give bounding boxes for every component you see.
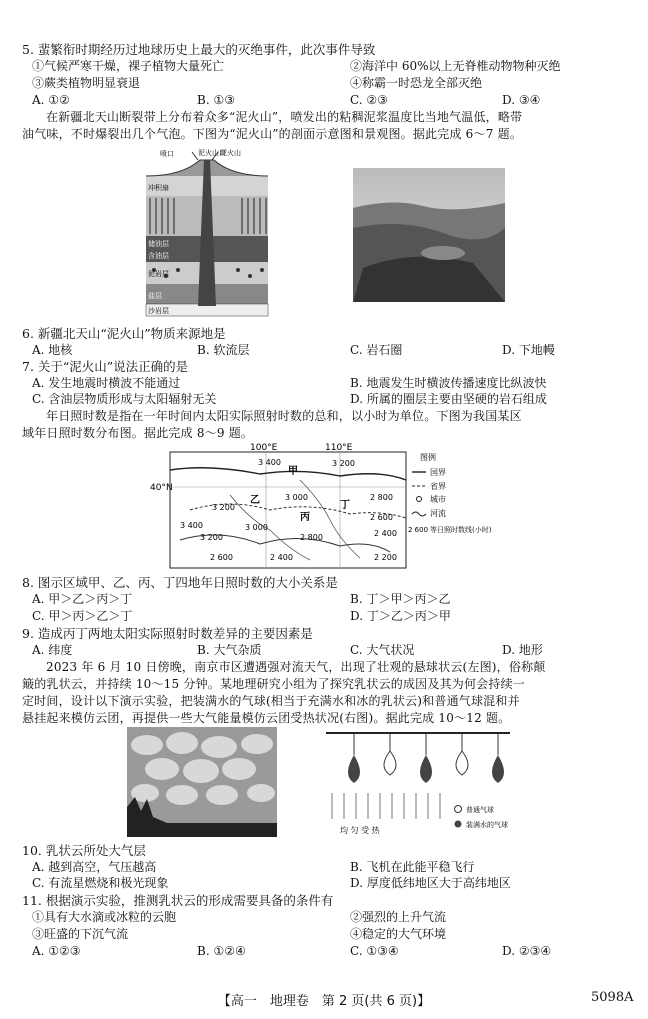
q11-D: D. ②③④ xyxy=(502,944,552,958)
map-lon-110: 110°E xyxy=(325,443,353,453)
q9-C: C. 大气状况 xyxy=(350,643,415,657)
mud-label-7: 盐层 xyxy=(148,292,162,300)
map-place-ding: 丁 xyxy=(340,500,350,511)
mud-volcano-section-figure xyxy=(142,146,272,318)
mud-label-4: 储油层 xyxy=(148,240,169,248)
mud-label-3: 泥火山 xyxy=(220,149,241,157)
map-val-7: 3 000 xyxy=(245,523,268,532)
map-contour-label: 2 600 xyxy=(408,526,429,534)
map-legend-0: 国界 xyxy=(430,468,446,477)
q5-opt4: ④称霸一时恐龙全部灭绝 xyxy=(350,76,483,90)
q10-stem: 10. 乳状云所处大气层 xyxy=(22,843,146,858)
q10-B: B. 飞机在此能平稳飞行 xyxy=(350,860,475,874)
map-val-12: 2 600 xyxy=(210,553,233,562)
q5-opt3: ③蕨类植物明显衰退 xyxy=(32,76,141,90)
map-lon-100: 100°E xyxy=(250,443,278,453)
map-val-13: 2 400 xyxy=(270,553,293,562)
intro1012-l1: 2023 年 6 月 10 日傍晚，南京市区遭遇强对流天气，出现了壮观的悬球状云(左图)，俗称颠 xyxy=(46,660,546,674)
map-val-10: 2 400 xyxy=(374,529,397,538)
q11-opt3: ③旺盛的下沉气流 xyxy=(32,927,129,941)
balloon-heat-label: 均 匀 受 热 xyxy=(340,826,380,835)
q5-B: B. ①③ xyxy=(197,93,235,107)
balloon-experiment-diagram xyxy=(318,727,518,839)
q9-D: D. 地形 xyxy=(502,643,543,657)
q11-opt4: ④稳定的大气环境 xyxy=(350,927,447,941)
q8-stem: 8. 图示区域甲、乙、丙、丁四地年日照时数的大小关系是 xyxy=(22,575,338,590)
intro1012-l3: 定时间，设计以下演示实验，把装满水的气球(相当于充满水和冰的乳状云)和普通气球混和并 xyxy=(22,694,520,708)
q6-D: D. 下地幔 xyxy=(502,343,555,357)
mud-label-8: 沙岩层 xyxy=(148,307,169,315)
q9-B: B. 大气杂质 xyxy=(197,643,262,657)
balloon-legend-1: 普通气球 xyxy=(466,806,494,814)
map-lat-40: 40°N xyxy=(150,483,173,493)
map-val-1: 3 200 xyxy=(332,459,355,468)
intro67-l2: 油气味，不时爆裂出几个气泡。下图为“泥火山”的剖面示意图和景观图。据此完成 6～7 题。 xyxy=(22,127,522,141)
q5-opt1: ①气候严寒干燥，裸子植物大量死亡 xyxy=(32,59,225,73)
q5-stem: 5. 蜚繁衔时期经历过地球历史上最大的灭绝事件，此次事件导致 xyxy=(22,42,376,57)
q10-A: A. 越到高空，气压越高 xyxy=(32,860,157,874)
map-val-0: 3 400 xyxy=(258,458,281,467)
q11-opt2: ②强烈的上升气流 xyxy=(350,910,447,924)
mammatus-cloud-photo xyxy=(127,727,277,837)
map-legend-1: 省界 xyxy=(430,482,446,491)
map-place-bing: 丙 xyxy=(300,512,310,523)
q5-A: A. ①② xyxy=(32,93,70,107)
q5-C: C. ②③ xyxy=(350,93,388,107)
q6-stem: 6. 新疆北天山“泥火山”物质来源地是 xyxy=(22,326,226,341)
q10-C: C. 有流星燃烧和极光现象 xyxy=(32,876,169,890)
q8-D: D. 丁＞乙＞丙＞甲 xyxy=(350,609,451,623)
q8-C: C. 甲＞丙＞乙＞丁 xyxy=(32,609,133,623)
q9-A: A. 纬度 xyxy=(32,643,73,657)
map-legend-4: 等日照时数线(小时) xyxy=(430,526,492,534)
map-legend-title: 图例 xyxy=(420,453,436,462)
q10-D: D. 厚度低纬地区大于高纬地区 xyxy=(350,876,511,890)
mud-label-5: 含油层 xyxy=(148,252,169,260)
q7-stem: 7. 关于“泥火山”说法正确的是 xyxy=(22,359,189,374)
mud-label-2: 冲积扇 xyxy=(148,184,169,192)
q11-A: A. ①②③ xyxy=(32,944,81,958)
map-legend-2: 城市 xyxy=(430,495,446,504)
mud-label-6: 泥岩层 xyxy=(148,270,169,278)
q7-B: B. 地震发生时横波传播速度比纵波快 xyxy=(350,376,547,390)
intro1012-l2: 簸的乳状云，并持续 10～15 分钟。某地理研究小组为了探究乳状云的成因及其为何会持续一 xyxy=(22,677,525,691)
q11-opt1: ①具有大水滴或冰粒的云胞 xyxy=(32,910,177,924)
map-val-2: 3 000 xyxy=(285,493,308,502)
map-legend-3: 河流 xyxy=(430,509,446,518)
mud-label-0: 喷口 xyxy=(160,150,174,158)
q6-B: B. 软流层 xyxy=(197,343,250,357)
map-val-8: 2 800 xyxy=(300,533,323,542)
q11-stem: 11. 根据演示实验，推测乳状云的形成需要具备的条件有 xyxy=(22,893,334,908)
map-val-11: 2 200 xyxy=(374,553,397,562)
intro89-l1: 年日照时数是指在一年时间内太阳实际照射时数的总和，以小时为单位。下图为我国某区 xyxy=(46,409,522,423)
map-val-3: 3 200 xyxy=(212,503,235,512)
q8-B: B. 丁＞甲＞丙＞乙 xyxy=(350,592,451,606)
intro67-l1: 在新疆北天山断裂带上分布着众多“泥火山”，喷发出的粘稠泥浆温度比当地气温低，略带 xyxy=(46,110,523,124)
map-val-4: 2 800 xyxy=(370,493,393,502)
mud-label-1: 泥火山口 xyxy=(198,149,226,157)
map-place-yi: 乙 xyxy=(250,495,260,506)
q7-A: A. 发生地震时横波不能通过 xyxy=(32,376,181,390)
map-place-jia: 甲 xyxy=(288,466,298,477)
q6-A: A. 地核 xyxy=(32,343,73,357)
mud-volcano-photo xyxy=(353,168,505,302)
intro89-l2: 域年日照时数分布图。据此完成 8～9 题。 xyxy=(22,426,254,440)
exam-code: 5098A xyxy=(591,990,634,1005)
q11-C: C. ①③④ xyxy=(350,944,399,958)
balloon-legend-2: 装满水的气球 xyxy=(466,821,508,829)
q9-stem: 9. 造成丙丁两地太阳实际照射时数差异的主要因素是 xyxy=(22,626,313,641)
q6-C: C. 岩石圈 xyxy=(350,343,403,357)
q7-D: D. 所属的圈层主要由坚硬的岩石组成 xyxy=(350,392,547,406)
q5-D: D. ③④ xyxy=(502,93,541,107)
q7-C: C. 含油层物质形成与太阳辐射无关 xyxy=(32,392,217,406)
intro1012-l4: 悬挂起来模仿云团，再提供一些大气能量模仿云团受热状况(右图)。据此完成 10～12 题。 xyxy=(22,711,511,725)
map-val-9: 2 600 xyxy=(370,513,393,522)
map-val-5: 3 400 xyxy=(180,521,203,530)
sunshine-map xyxy=(150,440,492,572)
map-val-6: 3 200 xyxy=(200,533,223,542)
q8-A: A. 甲＞乙＞丙＞丁 xyxy=(32,592,133,606)
page-footer: 【高一 地理卷 第 2 页(共 6 页)】 xyxy=(217,994,431,1009)
q11-B: B. ①②④ xyxy=(197,944,246,958)
q5-opt2: ②海洋中 60%以上无脊椎动物物种灭绝 xyxy=(350,59,561,73)
